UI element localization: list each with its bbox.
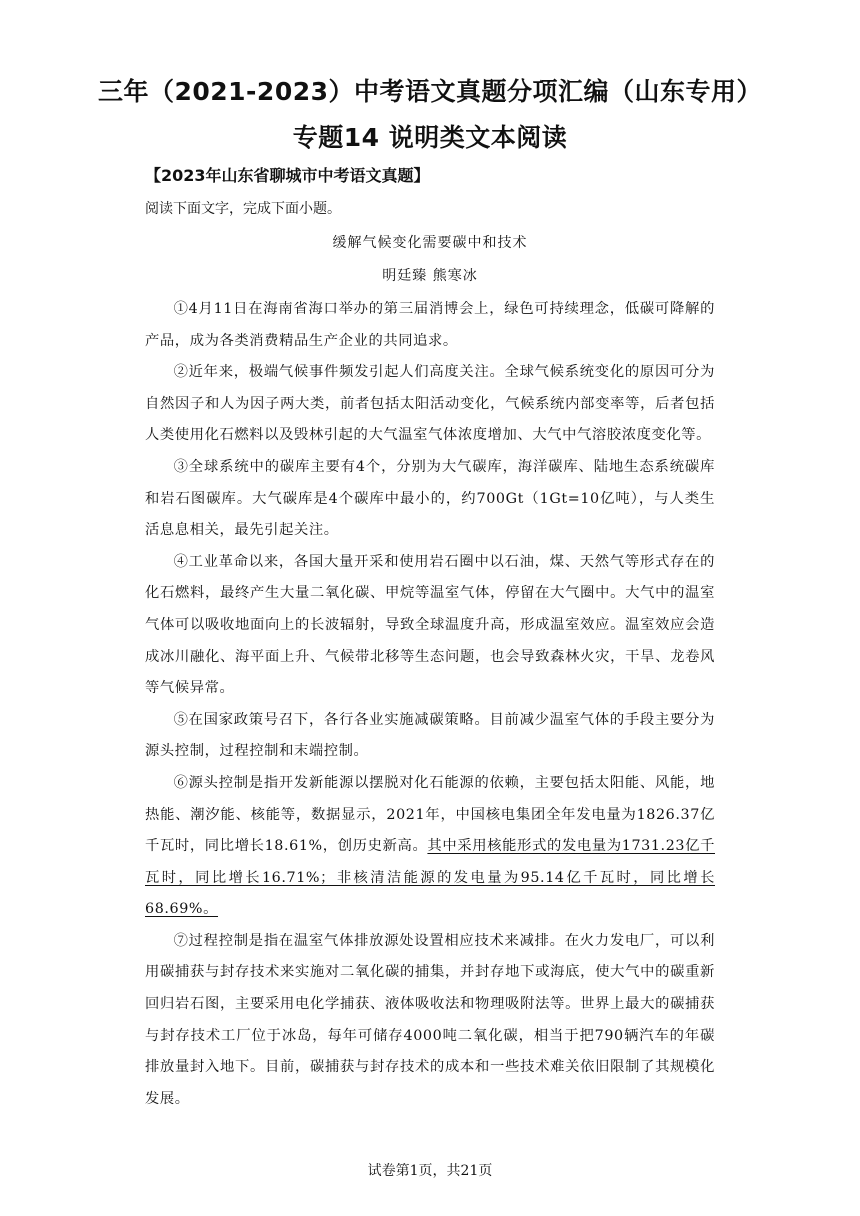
paragraph-6 [145, 768, 715, 926]
paragraph-7 [145, 926, 715, 1116]
reading-instruction: 阅读下面文字，完成下面小题。 [145, 201, 341, 217]
document-sub-title: 专题14 说明类文本阅读 [292, 123, 568, 152]
paragraph-text: ①4月11日在海南省海口举办的第三届消博会上，绿色可持续理念，低碳可降解的产品，成为各类消费精品生产企业的共同追求。 [145, 301, 715, 349]
document-main-title: 三年（2021-2023）中考语文真题分项汇编（山东专用） [97, 77, 763, 106]
paragraph-4 [145, 547, 715, 705]
article-authors: 明廷臻 熊寒冰 [382, 268, 478, 284]
paragraph-text: ⑥源头控制是指开发新能源以摆脱对化石能源的依赖，主要包括太阳能、风能，地热能、潮汐能、核能等，数据显示，2021年，中国核电集团全年发电量为1826.37亿千瓦时，同比增长18.61%，创历史新高。 [145, 774, 715, 855]
paragraph-3 [145, 452, 715, 547]
section-heading: 【2023年山东省聊城市中考语文真题】 [145, 166, 430, 185]
article-body [145, 294, 715, 1115]
paragraph-text: ⑦过程控制是指在温室气体排放源处设置相应技术来减排。在火力发电厂，可以利用碳捕获与封存技术来实施对二氧化碳的捕集，并封存地下或海底，使大气中的碳重新回归岩石图，主要采用电化学捕获、液体吸收法和物理吸附法等。世界上最大的碳捕获与封存技术工厂位于冰岛，每年可储存4000吨二氧化碳，相当于把790辆汽车的年碳排放量封入地下。目前，碳捕获与封存技术的成本和一些技术难关依旧限制了其规模化发展。 [145, 932, 715, 1107]
paragraph-text: ②近年来，极端气候事件频发引起人们高度关注。全球气候系统变化的原因可分为自然因子和人为因子两大类，前者包括太阳活动变化，气候系统内部变率等，后者包括人类使用化石燃料以及毁林引起的大气温室气体浓度增加、大气中气溶胶浓度变化等。 [145, 364, 715, 444]
paragraph-1 [145, 294, 715, 357]
paragraph-5 [145, 705, 715, 768]
paragraph-text: ⑤在国家政策号召下，各行各业实施减碳策略。目前减少温室气体的手段主要分为源头控制，过程控制和末端控制。 [145, 711, 715, 760]
page-footer: 试卷第1页，共21页 [367, 1163, 493, 1179]
paragraph-text: ④工业革命以来，各国大量开采和使用岩石圈中以石油，煤、天然气等形式存在的化石燃料，最终产生大量二氧化碳、甲烷等温室气体，停留在大气圈中。大气中的温室气体可以吸收地面向上的长波辐射，导致全球温度升高，形成温室效应。温室效应会造成冰川融化、海平面上升、气候带北移等生态问题，也会导致森林火灾，干旱、龙卷风等气候异常。 [145, 553, 715, 697]
article-title: 缓解气候变化需要碳中和技术 [332, 235, 528, 251]
underlined-sentence: 其中采用核能形式的发电量为1731.23亿千瓦时，同比增长16.71%；非核清洁能源的发电量为95.14亿千瓦时，同比增长68.69%。 [145, 838, 715, 918]
paragraph-2 [145, 357, 715, 452]
paragraph-text: ③全球系统中的碳库主要有4个，分别为大气碳库，海洋碳库、陆地生态系统碳库和岩石图碳库。大气碳库是4个碳库中最小的，约700Gt（1Gt=10亿吨），与人类生活息息相关，最先引起关注。 [145, 458, 715, 539]
